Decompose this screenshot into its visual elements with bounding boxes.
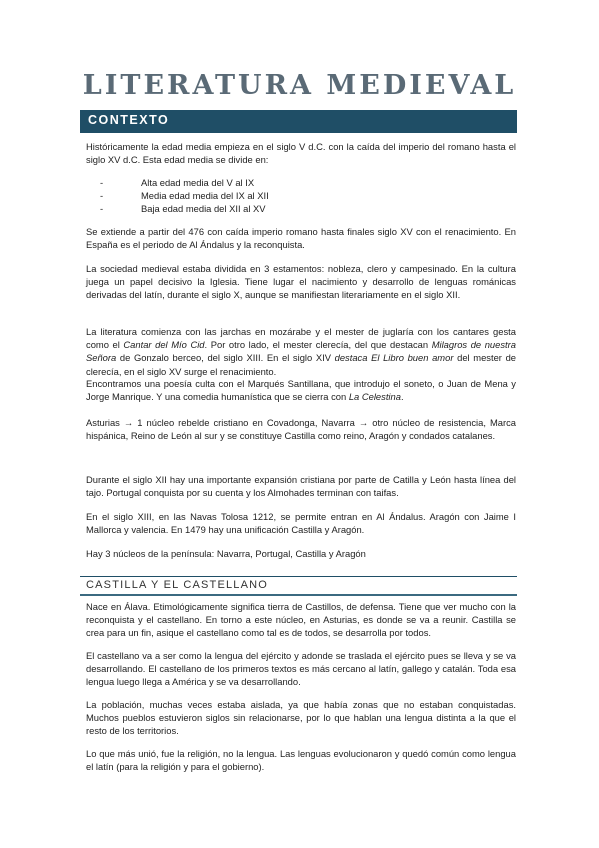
section-heading-castilla: CASTILLA Y EL CASTELLANO bbox=[86, 579, 269, 591]
section-header-contexto bbox=[80, 110, 517, 133]
page-title: LITERATURA MEDIEVAL bbox=[82, 70, 517, 101]
paragraph: Durante el siglo XII hay una importante expansión cristiana por parte de Catilla y León hasta línea del tajo. Portugal conquista por su cuenta y los Almohades terminan con taifas. bbox=[86, 474, 516, 499]
list-item: - Media edad media del IX al XII bbox=[100, 190, 269, 201]
paragraph: Encontramos una poesía culta con el Marqués Santillana, que introdujo el soneto, o Juan de Mena y Jorge Manrique. Y una comedia humanística que se cierra con La Celestina. bbox=[86, 378, 516, 403]
paragraph: La sociedad medieval estaba dividida en 3 estamentos: nobleza, clero y campesinado. En la cultura juega un papel decisivo la Iglesia. Tiene lugar el nacimiento y desarrollo de lenguas románicas derivadas del latín, durante el siglo X, aunque se manifiestan literariamente en el siglo XII. bbox=[86, 263, 516, 301]
paragraph: Hay 3 núcleos de la península: Navarra, Portugal, Castilla y Aragón bbox=[86, 548, 366, 559]
paragraph: La literatura comienza con las jarchas en mozárabe y el mester de juglaría con los cantares gesta como el Cantar del Mío Cid. Por otro lado, el mester clerecía, del que destacan Milagros de nuestra Señora de Gonzalo berceo, del siglo XIII. En el siglo XIV destaca El Libro buen amor del mester de clerecía, en el siglo XV surge el renacimiento. bbox=[86, 326, 517, 377]
period-list bbox=[86, 176, 516, 215]
section-rule bbox=[80, 576, 517, 577]
paragraph: Históricamente la edad media empieza en el siglo V d.C. con la caída del imperio del romano hasta el siglo XV d.C. Esta edad media se divide en: bbox=[86, 141, 516, 166]
paragraph: Nace en Álava. Etimológicamente significa tierra de Castillos, de defensa. Tiene que ver mucho con la reconquista y el castellano. En torno a este núcleo, en Asturias, es donde se va a reunir. Castilla se crea para un fin, asique el castellano como tal es de todos, se desarrolla por todos. bbox=[86, 601, 516, 639]
paragraph: La población, muchas veces estaba aislada, ya que había zonas que no estaban conquistadas. Muchos pueblos estuvieron siglos sin relacionarse, por lo que hablan una lengua distinta a la que el resto de los territorios. bbox=[86, 699, 516, 737]
paragraph: Se extiende a partir del 476 con caída imperio romano hasta finales siglo XV con el renacimiento. En España es el periodo de Al Ándalus y la reconquista. bbox=[86, 226, 516, 251]
paragraph: El castellano va a ser como la lengua del ejército y adonde se traslada el ejército pues se lleva y se va desarrollando. El castellano de los primeros textos es más cercano al latín, gallego y catalán. Toda esa lengua luego llega a América y se va desarrollando. bbox=[86, 650, 516, 688]
paragraph: Lo que más unió, fue la religión, no la lengua. Las lenguas evolucionaron y quedó común como lengua el latín (para la religión y para el gobierno). bbox=[86, 748, 516, 773]
paragraph: En el siglo XIII, en las Navas Tolosa 1212, se permite entran en Al Ándalus. Aragón con Jaime I Mallorca y valencia. En 1479 hay una unificación Castilla y Aragón. bbox=[86, 511, 516, 536]
section-rule bbox=[80, 594, 517, 596]
paragraph: Asturias → 1 núcleo rebelde cristiano en Covadonga, Navarra → otro núcleo de resistencia, Marca hispánica, Reino de León al sur y se constituye Castilla como reino, Aragón y condados catalanes. bbox=[86, 417, 516, 442]
list-item: - Alta edad media del V al IX bbox=[100, 177, 255, 188]
list-item: - Baja edad media del XII al XV bbox=[100, 203, 266, 214]
section-header-label: CONTEXTO bbox=[88, 113, 170, 127]
